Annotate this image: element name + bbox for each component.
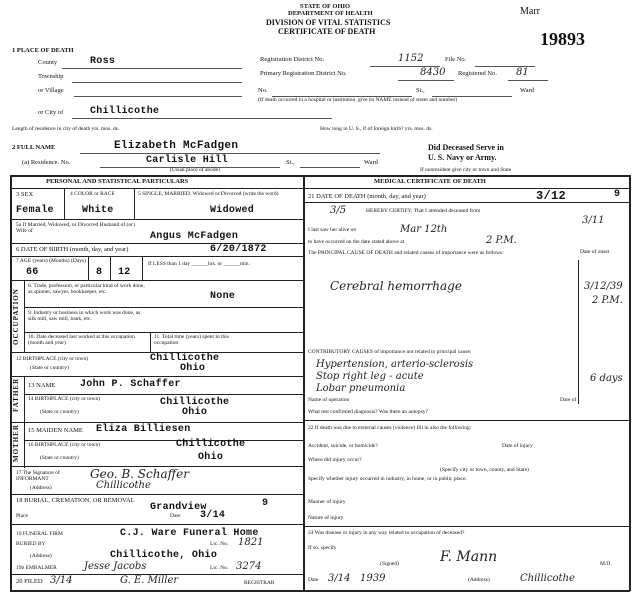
marr-label: Marr [520, 6, 540, 17]
cause-date: 3/12/39 [584, 281, 623, 292]
buried-by-label: BURIED BY [16, 541, 46, 547]
physician-signature: F. Mann [440, 549, 498, 565]
disease-question: 24 Was disease or injury in any way related to occupation of deceased? [308, 530, 465, 536]
no-label: No. [258, 87, 268, 94]
place-of-death-label: 1 PLACE OF DEATH [12, 47, 74, 54]
usual-place-label: (Usual place of abode) [170, 167, 220, 173]
row-dob-bottom [10, 256, 303, 257]
informant-address: Chillicothe [96, 480, 151, 491]
occ10-divider [150, 332, 151, 352]
medical-injury-bottom [303, 526, 629, 527]
row-sex-bottom [10, 219, 303, 220]
registered-value: 81 [516, 67, 529, 78]
age-div-3 [142, 256, 143, 280]
how-long-label: How long in U. S., if of foreign birth? yrs. mos. ds. [320, 126, 433, 132]
navy-question-1: Did Deceased Serve in [428, 143, 504, 152]
cause-date-divider [578, 260, 579, 404]
spouse-label: 5a If Married, Widowed, or Divorced Husband of (or) Wife of [16, 222, 135, 235]
registered-label: Registered No. [458, 70, 497, 77]
embalmer-lic-label: Lic. No. [210, 565, 229, 571]
age-months: 8 [96, 267, 103, 278]
certificate-of-death-title: CERTIFICATE OF DEATH [278, 27, 376, 36]
embalmer-lic: 3274 [236, 561, 262, 572]
occ11-label: 11. Total time (years) spent in this occupation [154, 334, 229, 347]
occ9-bottom [24, 332, 303, 333]
frame-top [10, 175, 630, 177]
father-bottom [10, 422, 303, 423]
sex-label: 3 SEX [16, 191, 34, 198]
injury-where-label: Where did injury occur? [308, 457, 362, 463]
marital-label: 5 SINGLE, MARRIED, Widowed or Divorced (write the word) [138, 191, 279, 197]
filed-date: 3/14 [50, 575, 73, 586]
signed-address-label: (Address) [468, 577, 490, 583]
attended-to-value: 3/11 [582, 215, 605, 226]
signed-address: Chillicothe [520, 573, 575, 584]
city-label: or City of [38, 109, 64, 116]
birthplace-state: Ohio [180, 363, 206, 374]
state-of-ohio: STATE OF OHIO [300, 3, 351, 10]
mother-side-divider [24, 422, 25, 468]
personal-heading: PERSONAL AND STATISTICAL PARTICULARS [46, 178, 189, 185]
funeral-firm: C.J. Ware Funeral Home [120, 528, 259, 539]
father-name-bottom [24, 394, 303, 395]
city-line [72, 118, 332, 119]
birthplace-city: Chillicothe [150, 353, 220, 364]
filed-label: 20 FILED [16, 578, 43, 585]
mother-maiden-label: 15 MAIDEN NAME [28, 427, 83, 434]
city-value: Chillicothe [90, 106, 160, 117]
row-age-bottom [10, 280, 303, 281]
birthplace-bottom [10, 376, 303, 377]
cause-primary: Cerebral hemorrhage [330, 279, 462, 293]
mother-side-label: MOTHER [12, 424, 20, 462]
birthplace-state-label: (State or country) [30, 365, 69, 371]
file-no-label: File No. [445, 56, 467, 63]
death-time-value: 2 P.M. [486, 235, 517, 246]
county-line [62, 68, 242, 69]
father-side-divider [24, 376, 25, 422]
father-birth-city: Chillicothe [160, 397, 230, 408]
mother-birth-label: 16 BIRTHPLACE (city or town) [28, 442, 101, 448]
county-value: Ross [90, 56, 116, 67]
color-marital-divider [134, 188, 135, 219]
full-name-value: Elizabeth McFadgen [114, 140, 239, 152]
embalmer-label: 19b EMBALMER [16, 565, 57, 571]
external-label: 22 If death was due to external causes (violence) fill in also the following: [308, 425, 472, 431]
occ8-value: None [210, 291, 236, 302]
age-days: 12 [118, 267, 131, 278]
father-birth-label: 14 BIRTHPLACE (city or town) [28, 396, 101, 402]
birthplace-label: 12 BIRTHPLACE (city or town) [16, 356, 89, 362]
operation-label: Name of operation [308, 397, 350, 403]
date-death-label: 21 DATE OF DEATH (month, day, and year) [308, 193, 426, 200]
primary-district-value: 8430 [420, 67, 446, 78]
onset-label: Date of onset [580, 249, 610, 255]
contributory-label: CONTRIBUTORY CAUSES of importance not related to principal cause: [308, 349, 472, 355]
father-side-label: FATHER [12, 377, 20, 412]
father-birth-state-label: (State or country) [40, 409, 79, 415]
residence-st-line [300, 167, 360, 168]
occupation-side-label: OCCUPATION [12, 288, 20, 345]
specify-location-label: (Specify city or town, county, and State) [440, 467, 529, 473]
lic-number: 1821 [238, 537, 264, 548]
color-value: White [82, 205, 114, 216]
father-birth-state: Ohio [182, 407, 208, 418]
burial-year: 9 [262, 498, 269, 509]
informant-address-label: (Address) [30, 485, 52, 491]
primary-district-line [398, 80, 454, 81]
burial-bottom [10, 524, 303, 525]
mother-birth-state: Ohio [198, 452, 224, 463]
sex-value: Female [16, 205, 54, 216]
contributory-2: Stop right leg - acute [316, 371, 424, 382]
date-death-bottom [303, 202, 629, 203]
cause-label: The PRINCIPAL CAUSE OF DEATH and related causes of importance were as follows: [308, 250, 504, 256]
ward-label: Ward [520, 87, 534, 94]
county-label: County [38, 59, 58, 66]
date-death-year: 9 [614, 189, 621, 200]
occupation-side-divider [24, 280, 25, 352]
if-less-label: If LESS than 1 day ______hrs. or ______min. [148, 261, 250, 267]
occ8-bottom [24, 307, 303, 308]
occ10-label: 10. Date deceased last worked at this occupation (month and year) [28, 334, 135, 347]
last-saw-value: Mar 12th [400, 224, 448, 235]
last-saw-label: I last saw her alive on [308, 227, 357, 233]
funeral-address: Chillicothe, Ohio [110, 550, 218, 561]
attended-from-value: 3/5 [330, 205, 347, 216]
registrar-label: REGISTRAR [244, 580, 275, 586]
nature-label: Nature of injury [308, 515, 344, 521]
lic-label: Lic. No. [210, 541, 229, 547]
hospital-note: (If death occurred in a hospital or institution, give its NAME instead of street and number) [258, 97, 458, 103]
signed-label: (Signed) [380, 561, 399, 567]
funeral-address-label: (Address) [30, 553, 52, 559]
frame-middle [303, 175, 305, 591]
specify-whether-label: Specify whether injury occurred in industry, in home, or in public place. [308, 476, 467, 482]
registered-line [508, 80, 548, 81]
death-occurred-label: to have occurred on the date stated above at [308, 239, 405, 245]
occ9-label: 9. Industry or business in which work was done, as silk mill, saw mill, bank, etc. [28, 310, 141, 323]
dob-label: 6 DATE OF BIRTH (month, day, and year) [16, 246, 129, 253]
burial-place: Grandview [150, 502, 207, 513]
informant-label: 17 The Signature of INFORMANT [16, 470, 60, 483]
if-so-label: If so, specify [308, 545, 337, 551]
division-of-vital-statistics: DIVISION OF VITAL STATISTICS [266, 18, 391, 27]
reg-district-value: 1152 [398, 53, 424, 64]
mother-birth-city: Chillicothe [176, 439, 246, 450]
length-residence-label: Length of residence in city of death yrs. mos. ds. [12, 126, 120, 132]
full-name-line [80, 153, 380, 154]
residence-value: Carlisle Hill [146, 155, 228, 166]
father-name: John P. Schaffer [80, 379, 181, 390]
township-line [72, 82, 242, 83]
mother-birth-state-label: (State or country) [40, 455, 79, 461]
signed-year: 1939 [360, 573, 386, 584]
residence-label: (a) Residence. No. [22, 159, 71, 166]
age-div-1 [88, 256, 89, 280]
reg-district-label: Registration District No. [260, 56, 325, 63]
frame-right [629, 175, 631, 591]
accident-label: Accident, suicide, or homicide? [308, 443, 378, 449]
operation-date-label: Date of [560, 397, 577, 403]
frame-bottom [10, 590, 630, 592]
test-label: What test confirmed diagnosis? Was there an autopsy? [308, 409, 428, 415]
burial-date-label: Date [170, 513, 181, 519]
spouse-value: Angus McFadgen [150, 231, 239, 242]
signed-date-label: Date [308, 577, 319, 583]
age-label: 7 AGE (years) (Months) (Days) [16, 258, 86, 264]
md-label: M.D. [600, 561, 612, 567]
residence-ward-label: Ward [364, 159, 378, 166]
st-label: St., [416, 87, 425, 94]
father-name-label: 13 NAME [28, 382, 56, 389]
township-label: Township [38, 73, 64, 80]
village-label: or Village [38, 87, 64, 94]
color-label: 4 COLOR or RACE [70, 191, 115, 197]
burial-label: 18 BURIAL, CREMATION, OR REMOVAL [16, 497, 135, 504]
department-of-health: DEPARTMENT OF HEALTH [288, 10, 373, 17]
residence-st-label: St., [286, 159, 295, 166]
mother-name-bottom [24, 440, 303, 441]
full-name-label: 2 FULL NAME [12, 144, 56, 151]
dob-value: 6/20/1872 [210, 244, 267, 255]
occ8-label: 8. Trade, profession, or particular kind of work done, as spinner, sawyer, bookkeeper, etc. [28, 283, 145, 296]
age-years: 66 [26, 267, 39, 278]
sex-color-divider [64, 188, 65, 219]
file-number: 19893 [540, 29, 585, 49]
burial-place-label: Place [16, 513, 28, 519]
navy-question-2: U. S. Navy or Army. [428, 153, 497, 162]
burial-date: 3/14 [200, 510, 226, 521]
certify-label: HEREBY CERTIFY, That I attended deceased from [366, 208, 481, 214]
marital-value: Widowed [210, 205, 255, 216]
contributory-1: Hypertension, arterio-sclerosis [316, 359, 474, 370]
medical-heading: MEDICAL CERTIFICATE OF DEATH [374, 178, 486, 185]
informant-bottom [10, 494, 303, 495]
registrar-signature: G. E. Miller [120, 575, 179, 586]
embalmer-signature: Jesse Jacobs [84, 561, 147, 572]
manner-label: Manner of injury [308, 499, 346, 505]
signed-date: 3/14 [328, 573, 351, 584]
nonresident-note: If nonresident give city or town and State [420, 167, 512, 173]
contributory-3: Lobar pneumonia [316, 383, 406, 394]
date-injury-label: Date of injury [502, 443, 533, 449]
contributory-date: 6 days [590, 373, 623, 384]
informant-signature: Geo. B. Schaffer [90, 467, 189, 481]
medical-cause-bottom [303, 420, 629, 421]
mother-maiden: Eliza Billiesen [96, 424, 191, 435]
primary-district-label: Primary Registration District No. [260, 70, 347, 77]
cause-time: 2 P.M. [592, 295, 623, 306]
date-death-value: 3/12 [536, 189, 567, 203]
village-line [74, 96, 242, 97]
funeral-label: 19 FUNERAL FIRM [16, 531, 63, 537]
age-div-2 [110, 256, 111, 280]
